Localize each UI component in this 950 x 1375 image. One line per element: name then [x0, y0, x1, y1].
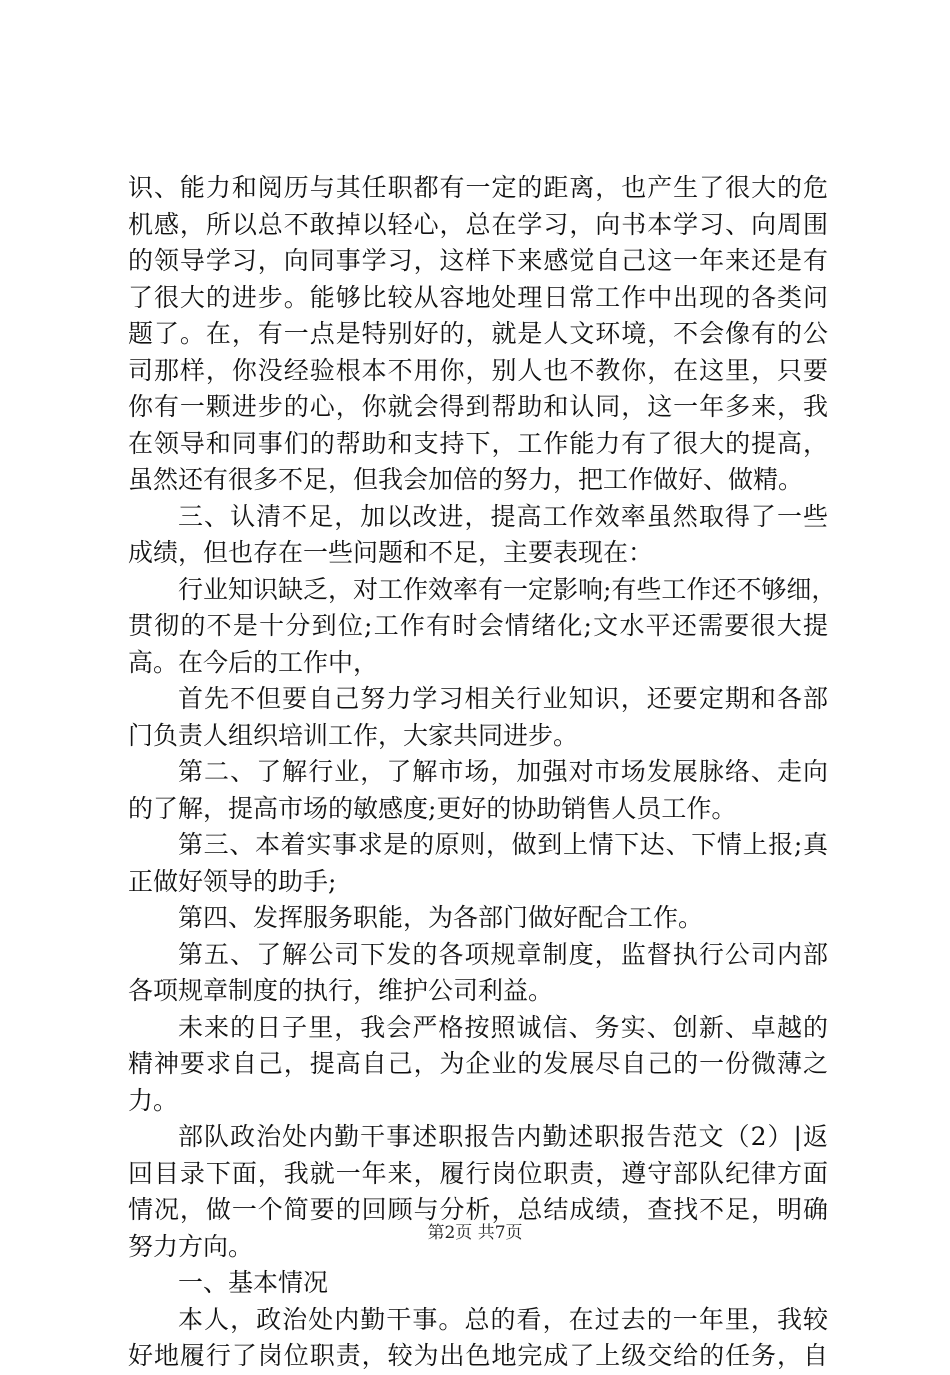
- text-line: 在领导和同事们的帮助和支持下，工作能力有了很大的提高，: [128, 428, 828, 458]
- text-line: 行业知识缺乏，对工作效率有一定影响;有些工作还不够细，: [178, 574, 837, 604]
- text-line: 三、认清不足，加以改进，提高工作效率虽然取得了一些: [178, 501, 828, 531]
- text-line: 情况，做一个简要的回顾与分析，总结成绩，查找不足，明确: [128, 1195, 828, 1224]
- text-line: 未来的日子里，我会严格按照诚信、务实、创新、卓越的: [178, 1012, 828, 1042]
- page-footer: 第2页 共7页: [427, 1223, 523, 1243]
- text-line: 的了解，提高市场的敏感度;更好的协助销售人员工作。: [128, 793, 737, 823]
- text-line: 识、能力和阅历与其任职都有一定的距离，也产生了很大的危: [128, 173, 828, 202]
- text-line: 机感，所以总不敢掉以轻心，总在学习，向书本学习、向周围: [128, 209, 828, 239]
- text-line: 第四、发挥服务职能，为各部门做好配合工作。: [178, 903, 704, 932]
- document-body: [128, 170, 837, 1375]
- text-line: 正做好领导的助手;: [128, 866, 337, 896]
- text-line: 虽然还有很多不足，但我会加倍的努力，把工作做好、做精。: [128, 465, 804, 494]
- text-line: 门负责人组织培训工作，大家共同进步。: [128, 720, 579, 750]
- text-line: 成绩，但也存在一些问题和不足，主要表现在：: [128, 538, 654, 567]
- text-line: 部队政治处内勤干事述职报告内勤述职报告范文（2）|返: [178, 1122, 828, 1151]
- text-line: 第五、了解公司下发的各项规章制度，监督执行公司内部: [178, 939, 828, 969]
- text-line: 第三、本着实事求是的原则，做到上情下达、下情上报;真: [178, 830, 828, 859]
- text-line: 你有一颗进步的心，你就会得到帮助和认同，这一年多来，我: [128, 392, 828, 421]
- text-line: 一、基本情况: [178, 1268, 329, 1297]
- text-line: 第二、了解行业，了解市场，加强对市场发展脉络、走向: [178, 757, 828, 786]
- text-line: 司那样，你没经验根本不用你，别人也不教你，在这里，只要: [128, 355, 828, 385]
- text-line: 好地履行了岗位职责，较为出色地完成了上级交给的任务，自: [128, 1341, 828, 1370]
- text-line: 本人，政治处内勤干事。总的看，在过去的一年里，我较: [178, 1304, 828, 1334]
- text-line: 回目录下面，我就一年来，履行岗位职责，遵守部队纪律方面: [128, 1158, 828, 1188]
- text-line: 的领导学习，向同事学习，这样下来感觉自己这一年来还是有: [128, 246, 828, 275]
- text-line: 各项规章制度的执行，维护公司利益。: [128, 976, 554, 1005]
- text-line: 高。在今后的工作中，: [128, 647, 379, 677]
- text-line: 精神要求自己，提高自己，为企业的发展尽自己的一份微薄之: [128, 1049, 828, 1078]
- text-line: 首先不但要自己努力学习相关行业知识，还要定期和各部: [178, 684, 828, 713]
- text-line: 力。: [128, 1085, 179, 1115]
- text-line: 贯彻的不是十分到位;工作有时会情绪化;文水平还需要很大提: [128, 611, 828, 640]
- text-line: 了很大的进步。能够比较从容地处理日常工作中出现的各类问: [128, 282, 828, 312]
- text-line: 努力方向。: [128, 1231, 254, 1261]
- text-line: 题了。在，有一点是特别好的，就是人文环境，不会像有的公: [128, 319, 828, 348]
